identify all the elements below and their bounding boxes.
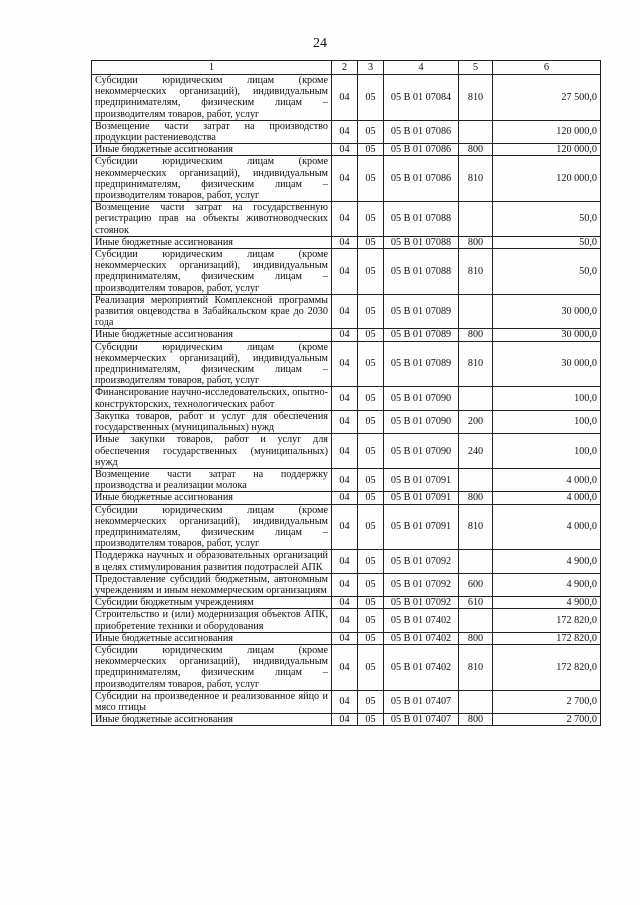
row-target-article-cell: 05 В 01 07090 xyxy=(384,387,459,410)
row-amount-cell: 4 900,0 xyxy=(493,573,601,596)
row-amount-cell: 100,0 xyxy=(493,434,601,469)
table-row xyxy=(92,329,601,341)
row-expense-type-cell: 800 xyxy=(459,714,493,726)
row-target-article-cell: 05 В 01 07092 xyxy=(384,550,459,573)
row-amount-cell: 4 000,0 xyxy=(493,492,601,504)
row-target-article-cell: 05 В 01 07091 xyxy=(384,468,459,491)
row-target-article-cell: 05 В 01 07402 xyxy=(384,632,459,644)
row-subsection-cell: 05 xyxy=(358,249,384,295)
table-row xyxy=(92,120,601,143)
row-target-article-cell: 05 В 01 07088 xyxy=(384,249,459,295)
row-amount-cell: 30 000,0 xyxy=(493,341,601,387)
row-subsection-cell: 05 xyxy=(358,434,384,469)
table-row xyxy=(92,249,601,295)
row-expense-type-cell xyxy=(459,387,493,410)
table-row xyxy=(92,434,601,469)
row-amount-cell: 100,0 xyxy=(493,387,601,410)
table-row xyxy=(92,236,601,248)
table-row xyxy=(92,387,601,410)
header-col-6: 6 xyxy=(493,61,601,75)
row-target-article-cell: 05 В 01 07089 xyxy=(384,294,459,329)
row-amount-cell: 120 000,0 xyxy=(493,156,601,202)
row-expense-type-cell: 240 xyxy=(459,434,493,469)
row-target-article-cell: 05 В 01 07092 xyxy=(384,573,459,596)
row-name-cell: Субсидии юридическим лицам (кроме некоммерческих организаций), индивидуальным предпринимателям, физическим лицам – производителям товаров, работ, услуг xyxy=(92,249,332,295)
table-row xyxy=(92,492,601,504)
row-section-cell: 04 xyxy=(332,597,358,609)
table-row xyxy=(92,341,601,387)
row-target-article-cell: 05 В 01 07091 xyxy=(384,492,459,504)
page-number: 24 xyxy=(313,36,327,51)
row-name-cell: Реализация мероприятий Комплексной программы развития овцеводства в Забайкальском крае до 2030 года xyxy=(92,294,332,329)
row-section-cell: 04 xyxy=(332,294,358,329)
row-section-cell: 04 xyxy=(332,690,358,713)
row-amount-cell: 172 820,0 xyxy=(493,609,601,632)
header-col-4: 4 xyxy=(384,61,459,75)
row-section-cell: 04 xyxy=(332,632,358,644)
row-expense-type-cell xyxy=(459,468,493,491)
row-expense-type-cell xyxy=(459,550,493,573)
row-section-cell: 04 xyxy=(332,492,358,504)
row-name-cell: Закупка товаров, работ и услуг для обеспечения государственных (муниципальных) нужд xyxy=(92,410,332,433)
table-row xyxy=(92,690,601,713)
row-name-cell: Субсидии юридическим лицам (кроме некоммерческих организаций), индивидуальным предпринимателям, физическим лицам – производителям товаров, работ, услуг xyxy=(92,644,332,690)
table-row xyxy=(92,550,601,573)
row-amount-cell: 30 000,0 xyxy=(493,329,601,341)
row-section-cell: 04 xyxy=(332,144,358,156)
row-name-cell: Субсидии на произведенное и реализованное яйцо и мясо птицы xyxy=(92,690,332,713)
row-subsection-cell: 05 xyxy=(358,504,384,550)
row-name-cell: Субсидии бюджетным учреждениям xyxy=(92,597,332,609)
row-subsection-cell: 05 xyxy=(358,632,384,644)
row-target-article-cell: 05 В 01 07086 xyxy=(384,120,459,143)
row-section-cell: 04 xyxy=(332,434,358,469)
row-section-cell: 04 xyxy=(332,410,358,433)
row-expense-type-cell: 600 xyxy=(459,573,493,596)
row-amount-cell: 50,0 xyxy=(493,236,601,248)
row-expense-type-cell: 800 xyxy=(459,492,493,504)
row-subsection-cell: 05 xyxy=(358,714,384,726)
row-subsection-cell: 05 xyxy=(358,144,384,156)
row-subsection-cell: 05 xyxy=(358,410,384,433)
budget-table xyxy=(91,60,601,726)
row-amount-cell: 120 000,0 xyxy=(493,120,601,143)
row-expense-type-cell: 800 xyxy=(459,144,493,156)
row-amount-cell: 4 900,0 xyxy=(493,550,601,573)
row-expense-type-cell: 800 xyxy=(459,329,493,341)
row-name-cell: Возмещение части затрат на производство продукции растениеводства xyxy=(92,120,332,143)
row-section-cell: 04 xyxy=(332,387,358,410)
row-amount-cell: 2 700,0 xyxy=(493,714,601,726)
table-row xyxy=(92,573,601,596)
row-section-cell: 04 xyxy=(332,75,358,121)
row-section-cell: 04 xyxy=(332,609,358,632)
row-expense-type-cell xyxy=(459,120,493,143)
table-row xyxy=(92,714,601,726)
row-subsection-cell: 05 xyxy=(358,202,384,237)
row-expense-type-cell xyxy=(459,294,493,329)
row-subsection-cell: 05 xyxy=(358,690,384,713)
table-body xyxy=(92,75,601,726)
header-col-1: 1 xyxy=(92,61,332,75)
row-section-cell: 04 xyxy=(332,468,358,491)
row-expense-type-cell: 800 xyxy=(459,236,493,248)
row-name-cell: Финансирование научно-исследовательских, опытно-конструкторских, технологических работ xyxy=(92,387,332,410)
row-name-cell: Иные бюджетные ассигнования xyxy=(92,492,332,504)
row-expense-type-cell xyxy=(459,202,493,237)
row-section-cell: 04 xyxy=(332,120,358,143)
row-subsection-cell: 05 xyxy=(358,644,384,690)
row-expense-type-cell: 200 xyxy=(459,410,493,433)
row-amount-cell: 100,0 xyxy=(493,410,601,433)
row-section-cell: 04 xyxy=(332,504,358,550)
row-target-article-cell: 05 В 01 07089 xyxy=(384,341,459,387)
row-amount-cell: 30 000,0 xyxy=(493,294,601,329)
row-amount-cell: 2 700,0 xyxy=(493,690,601,713)
row-amount-cell: 50,0 xyxy=(493,202,601,237)
table-row xyxy=(92,468,601,491)
row-target-article-cell: 05 В 01 07086 xyxy=(384,144,459,156)
row-expense-type-cell xyxy=(459,690,493,713)
header-col-2: 2 xyxy=(332,61,358,75)
row-amount-cell: 4 000,0 xyxy=(493,504,601,550)
table-row xyxy=(92,504,601,550)
row-name-cell: Субсидии юридическим лицам (кроме некоммерческих организаций), индивидуальным предпринимателям, физическим лицам – производителям товаров, работ, услуг xyxy=(92,341,332,387)
row-target-article-cell: 05 В 01 07091 xyxy=(384,504,459,550)
table-row xyxy=(92,294,601,329)
row-subsection-cell: 05 xyxy=(358,609,384,632)
row-name-cell: Субсидии юридическим лицам (кроме некоммерческих организаций), индивидуальным предпринимателям, физическим лицам – производителям товаров, работ, услуг xyxy=(92,504,332,550)
row-name-cell: Субсидии юридическим лицам (кроме некоммерческих организаций), индивидуальным предпринимателям, физическим лицам – производителям товаров, работ, услуг xyxy=(92,75,332,121)
row-subsection-cell: 05 xyxy=(358,468,384,491)
row-name-cell: Иные бюджетные ассигнования xyxy=(92,236,332,248)
row-target-article-cell: 05 В 01 07402 xyxy=(384,609,459,632)
row-amount-cell: 172 820,0 xyxy=(493,632,601,644)
row-subsection-cell: 05 xyxy=(358,329,384,341)
row-target-article-cell: 05 В 01 07407 xyxy=(384,690,459,713)
row-name-cell: Иные бюджетные ассигнования xyxy=(92,329,332,341)
row-name-cell: Поддержка научных и образовательных организаций в целях стимулирования развития подотраслей АПК xyxy=(92,550,332,573)
row-subsection-cell: 05 xyxy=(358,492,384,504)
row-section-cell: 04 xyxy=(332,202,358,237)
row-name-cell: Возмещение части затрат на государственную регистрацию прав на объекты животноводческих стоянок xyxy=(92,202,332,237)
row-target-article-cell: 05 В 01 07402 xyxy=(384,644,459,690)
row-expense-type-cell: 610 xyxy=(459,597,493,609)
row-name-cell: Иные закупки товаров, работ и услуг для обеспечения государственных (муниципальных) нужд xyxy=(92,434,332,469)
row-name-cell: Иные бюджетные ассигнования xyxy=(92,144,332,156)
table-row xyxy=(92,644,601,690)
table-row xyxy=(92,632,601,644)
table-row xyxy=(92,144,601,156)
row-target-article-cell: 05 В 01 07088 xyxy=(384,202,459,237)
row-expense-type-cell: 810 xyxy=(459,504,493,550)
row-section-cell: 04 xyxy=(332,341,358,387)
row-target-article-cell: 05 В 01 07090 xyxy=(384,410,459,433)
row-target-article-cell: 05 В 01 07084 xyxy=(384,75,459,121)
row-section-cell: 04 xyxy=(332,644,358,690)
row-subsection-cell: 05 xyxy=(358,597,384,609)
row-target-article-cell: 05 В 01 07407 xyxy=(384,714,459,726)
row-subsection-cell: 05 xyxy=(358,236,384,248)
row-section-cell: 04 xyxy=(332,550,358,573)
row-subsection-cell: 05 xyxy=(358,156,384,202)
row-target-article-cell: 05 В 01 07089 xyxy=(384,329,459,341)
row-subsection-cell: 05 xyxy=(358,341,384,387)
row-name-cell: Иные бюджетные ассигнования xyxy=(92,632,332,644)
row-amount-cell: 4 900,0 xyxy=(493,597,601,609)
row-subsection-cell: 05 xyxy=(358,294,384,329)
row-expense-type-cell xyxy=(459,609,493,632)
row-section-cell: 04 xyxy=(332,236,358,248)
row-subsection-cell: 05 xyxy=(358,387,384,410)
row-name-cell: Иные бюджетные ассигнования xyxy=(92,714,332,726)
table-row xyxy=(92,156,601,202)
row-amount-cell: 27 500,0 xyxy=(493,75,601,121)
row-subsection-cell: 05 xyxy=(358,75,384,121)
row-target-article-cell: 05 В 01 07086 xyxy=(384,156,459,202)
row-section-cell: 04 xyxy=(332,249,358,295)
row-amount-cell: 50,0 xyxy=(493,249,601,295)
row-amount-cell: 120 000,0 xyxy=(493,144,601,156)
row-amount-cell: 172 820,0 xyxy=(493,644,601,690)
row-target-article-cell: 05 В 01 07090 xyxy=(384,434,459,469)
row-section-cell: 04 xyxy=(332,573,358,596)
row-subsection-cell: 05 xyxy=(358,573,384,596)
table-row xyxy=(92,609,601,632)
table-row xyxy=(92,410,601,433)
row-expense-type-cell: 810 xyxy=(459,156,493,202)
header-col-5: 5 xyxy=(459,61,493,75)
row-name-cell: Субсидии юридическим лицам (кроме некоммерческих организаций), индивидуальным предпринимателям, физическим лицам – производителям товаров, работ, услуг xyxy=(92,156,332,202)
row-expense-type-cell: 810 xyxy=(459,341,493,387)
row-expense-type-cell: 810 xyxy=(459,249,493,295)
row-expense-type-cell: 810 xyxy=(459,644,493,690)
table-row xyxy=(92,597,601,609)
row-subsection-cell: 05 xyxy=(358,550,384,573)
row-amount-cell: 4 000,0 xyxy=(493,468,601,491)
row-section-cell: 04 xyxy=(332,156,358,202)
row-target-article-cell: 05 В 01 07092 xyxy=(384,597,459,609)
table-row xyxy=(92,75,601,121)
row-section-cell: 04 xyxy=(332,329,358,341)
header-col-3: 3 xyxy=(358,61,384,75)
table-row xyxy=(92,202,601,237)
table-header-row xyxy=(92,61,601,75)
row-name-cell: Строительство и (или) модернизация объектов АПК, приобретение техники и оборудования xyxy=(92,609,332,632)
row-name-cell: Возмещение части затрат на поддержку производства и реализации молока xyxy=(92,468,332,491)
row-section-cell: 04 xyxy=(332,714,358,726)
row-target-article-cell: 05 В 01 07088 xyxy=(384,236,459,248)
row-expense-type-cell: 810 xyxy=(459,75,493,121)
row-subsection-cell: 05 xyxy=(358,120,384,143)
row-expense-type-cell: 800 xyxy=(459,632,493,644)
row-name-cell: Предоставление субсидий бюджетным, автономным учреждениям и иным некоммерческим организациям xyxy=(92,573,332,596)
